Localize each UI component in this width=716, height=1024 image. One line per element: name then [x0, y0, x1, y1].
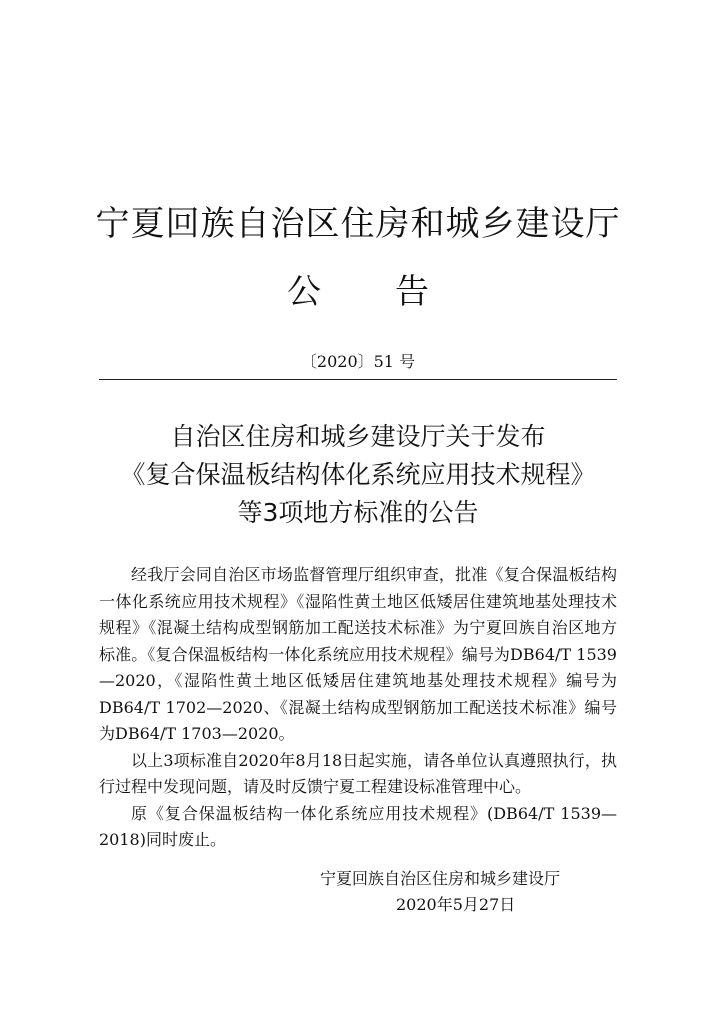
document-number: 〔2020〕51 号	[300, 352, 416, 371]
notice-title	[0, 418, 716, 532]
issuer-heading: 宁夏回族自治区住房和城乡建设厅	[95, 204, 621, 244]
body-paragraph-1: 经我厅会同自治区市场监督管理厅组织审查，批准《复合保温板结构一体化系统应用技术规程》《湿陷性黄土地区低矮居住建筑地基处理技术规程》《混凝土结构成型钢筋加工配送技术标准》为宁夏回族自治区地方标准。《复合保温板结构一体化系统应用技术规程》编号为DB64/T 1539—2020，《湿陷性黄土地区低矮居住建筑地基处理技术规程》编号为DB64/T 1702—2020、《混凝土结构成型钢筋加工配送技术标准》编号为DB64/T 1703—2020。	[99, 565, 617, 743]
body-paragraph-3: 原《复合保温板结构一体化系统应用技术规程》(DB64/T 1539—2018)同时废止。	[99, 803, 617, 849]
notice-title-line-2: 《复合保温板结构体化系统应用技术规程》	[120, 460, 596, 489]
notice-body	[99, 562, 617, 854]
issue-date: 2020年5月27日	[396, 895, 516, 914]
notice-title-line-3: 等3项地方标准的公告	[237, 498, 479, 527]
document-type-heading	[0, 266, 716, 318]
document-type-char-1: 公	[287, 272, 321, 312]
body-paragraph-2: 以上3项标准自2020年8月18日起实施，请各单位认真遵照执行，执行过程中发现问题，请及时反馈宁夏工程建设标准管理中心。	[99, 750, 617, 796]
header-divider	[99, 379, 617, 380]
document-type-char-2: 告	[395, 272, 429, 312]
issuer-signature: 宁夏回族自治区住房和城乡建设厅	[320, 869, 561, 888]
notice-title-line-1: 自治区住房和城乡建设厅关于发布	[170, 422, 546, 451]
